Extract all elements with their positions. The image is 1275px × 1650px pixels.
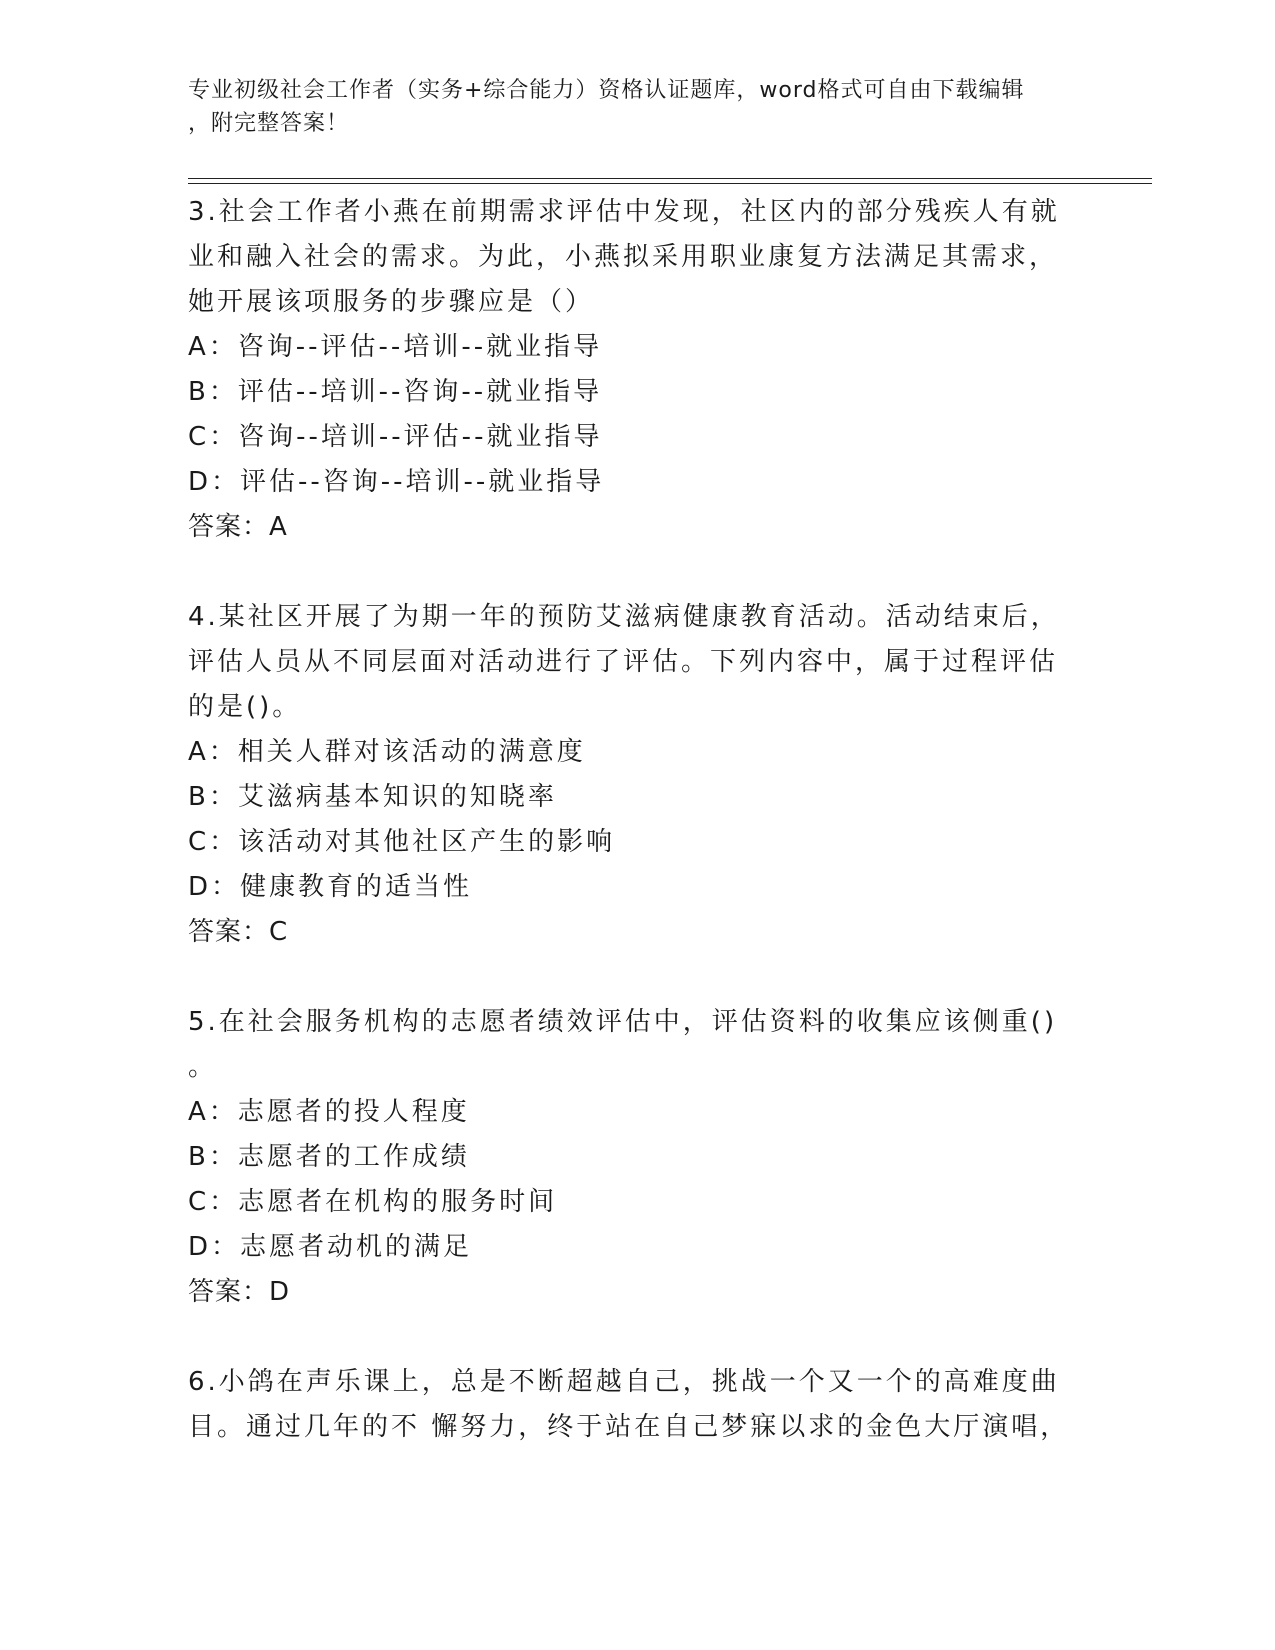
question-text-line: 5.在社会服务机构的志愿者绩效评估中，评估资料的收集应该侧重() (188, 1007, 1058, 1037)
header-rule-bottom (188, 183, 1152, 184)
option-a: A：相关人群对该活动的满意度 (188, 737, 586, 767)
header-line-1: 专业初级社会工作者（实务+综合能力）资格认证题库，word格式可自由下载编辑 (188, 78, 1025, 103)
question-text-line: 6.小鸽在声乐课上，总是不断超越自己，挑战一个又一个的高难度曲 (188, 1367, 1060, 1397)
question-text-line: 她开展该项服务的步骤应是（） (188, 287, 595, 317)
question-5 (188, 1000, 1088, 1315)
answer: 答案：D (188, 1277, 291, 1307)
spacer (188, 1315, 1088, 1360)
question-text-line: 的是()。 (188, 692, 302, 722)
question-text-line: 3.社会工作者小燕在前期需求评估中发现，社区内的部分残疾人有就 (188, 197, 1060, 227)
question-text-line: 评估人员从不同层面对活动进行了评估。下列内容中，属于过程评估 (188, 647, 1059, 677)
question-text-line: 目。通过几年的不 懈努力，终于站在自己梦寐以求的金色大厅演唱， (188, 1412, 1070, 1442)
option-d: D：评估--咨询--培训--就业指导 (188, 467, 605, 497)
option-d: D：志愿者动机的满足 (188, 1232, 473, 1262)
option-b: B：艾滋病基本知识的知晓率 (188, 782, 557, 812)
option-c: C：该活动对其他社区产生的影响 (188, 827, 616, 857)
header-rule-top (188, 178, 1152, 179)
answer: 答案：C (188, 917, 289, 947)
header-line-2: ，附完整答案！ (188, 111, 350, 136)
option-c: C：志愿者在机构的服务时间 (188, 1187, 558, 1217)
question-6 (188, 1360, 1088, 1450)
question-3 (188, 190, 1088, 550)
option-d: D：健康教育的适当性 (188, 872, 473, 902)
spacer (188, 550, 1088, 595)
spacer (188, 955, 1088, 1000)
option-b: B：评估--培训--咨询--就业指导 (188, 377, 603, 407)
question-4 (188, 595, 1088, 955)
page-header (188, 74, 1088, 140)
question-text-line: 业和融入社会的需求。为此，小燕拟采用职业康复方法满足其需求， (188, 242, 1059, 272)
option-c: C：咨询--培训--评估--就业指导 (188, 422, 603, 452)
answer: 答案：A (188, 512, 288, 542)
question-text-line: 。 (188, 1052, 218, 1082)
option-a: A：咨询--评估--培训--就业指导 (188, 332, 603, 362)
question-text-line: 4.某社区开展了为期一年的预防艾滋病健康教育活动。活动结束后， (188, 602, 1060, 632)
question-list (188, 190, 1088, 1450)
option-b: B：志愿者的工作成绩 (188, 1142, 470, 1172)
option-a: A：志愿者的投人程度 (188, 1097, 470, 1127)
